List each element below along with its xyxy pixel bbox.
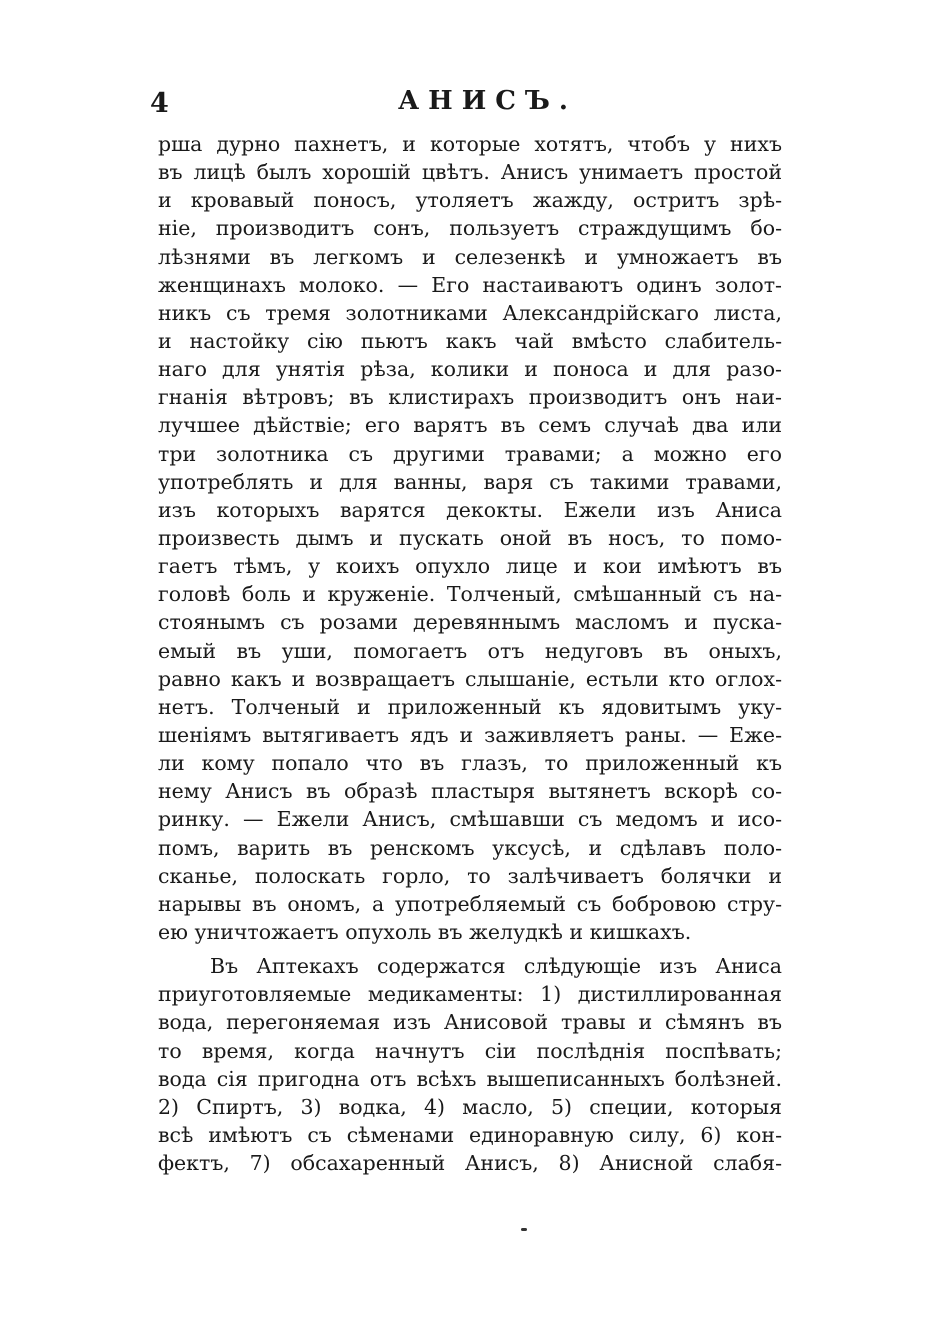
text-line: ею уничтожаетъ опухоль въ желудкѣ и кишкахъ.	[158, 919, 692, 944]
text-line: стоянымъ съ розами деревяннымъ масломъ и пуска-	[158, 610, 782, 635]
text-line: и настойку сію пьютъ какъ чай вмѣсто слабитель-	[158, 328, 782, 353]
text-line: изъ которыхъ варятся декокты. Ежели изъ Аниса	[158, 497, 782, 522]
text-line: рша дурно пахнетъ, и которые хотятъ, чтобъ у нихъ	[158, 132, 782, 156]
text-line: произвесть дымъ и пускать оной въ носъ, то помо-	[158, 525, 782, 550]
text-line: наго для унятія рѣза, колики и поноса и для разо-	[158, 357, 782, 382]
body-text	[158, 130, 782, 1177]
paragraph-2	[158, 952, 782, 1177]
text-line: ли кому попало что въ глазъ, то приложенный къ	[158, 751, 782, 776]
text-line: и кровавый поносъ, утоляетъ жажду, остритъ зрѣ-	[158, 188, 782, 213]
text-line: шеніямъ вытягиваетъ ядъ и заживляетъ раны. — Еже-	[158, 722, 782, 747]
text-line: нетъ. Толченый и приложенный къ ядовитымъ уку-	[158, 694, 782, 719]
text-line: гнанія вѣтровъ; въ клистирахъ производитъ онъ наи-	[158, 385, 782, 410]
text-line: лѣзнями въ легкомъ и селезенкѣ и умножаетъ въ	[158, 244, 782, 269]
text-line: въ лицѣ былъ хорошій цвѣтъ. Анисъ унимаетъ простой	[158, 160, 782, 185]
text-line: емый въ уши, помогаетъ отъ недуговъ въ оныхъ,	[158, 638, 782, 663]
page-number: 4	[150, 88, 170, 119]
text-line: равно какъ и возвращаетъ слышаніе, естьли кто оглох-	[158, 666, 782, 691]
text-line: лучшее дѣйствіе; его варятъ въ семъ случаѣ два или	[158, 413, 782, 438]
text-line: три золотника съ другими травами; а можно его	[158, 441, 782, 466]
text-line: ніе, производитъ сонъ, пользуетъ страждущимъ бо-	[158, 216, 782, 241]
text-line: нарывы въ ономъ, а употребляемый съ бобровою стру-	[158, 891, 782, 916]
text-line: вода, перегоняемая изъ Анисовой травы и сѣмянъ въ	[158, 1010, 782, 1035]
text-line: гаетъ тѣмъ, у коихъ опухло лице и кои имѣютъ въ	[158, 554, 782, 579]
text-line: всѣ имѣютъ съ сѣменами единоравную силу, 6) кон-	[158, 1122, 782, 1147]
text-line: головѣ боль и круженіе. Толченый, смѣшанный съ на-	[158, 582, 782, 607]
text-line: употреблять и для ванны, варя съ такими травами,	[158, 469, 782, 494]
text-line: женщинахъ молоко. — Его настаиваютъ одинъ золот-	[158, 272, 782, 297]
text-line: никъ съ тремя золотниками Александрійскаго листа,	[158, 300, 782, 325]
text-line: Въ Аптекахъ содержатся слѣдующіе изъ Аниса	[210, 954, 782, 979]
ink-speck	[521, 1228, 527, 1231]
text-line: нему Анисъ въ образѣ пластыря вытянетъ вскорѣ со-	[158, 779, 782, 804]
text-line: приуготовляемые медикаменты: 1) дистиллированная	[158, 982, 782, 1007]
paragraph-1	[158, 130, 782, 946]
text-line: фектъ, 7) обсахаренный Анисъ, 8) Анисной слабя-	[158, 1151, 782, 1176]
text-line: помъ, варить въ ренскомъ уксусѣ, и сдѣлавъ поло-	[158, 835, 782, 860]
running-title: АНИСЪ.	[398, 86, 577, 116]
text-line: вода сія пригодна отъ всѣхъ вышеписанныхъ болѣзней.	[158, 1066, 782, 1091]
text-line: то время, когда начнутъ сіи послѣднія поспѣвать;	[158, 1038, 782, 1063]
text-line: сканье, полоскать горло, то залѣчиваетъ болячки и	[158, 863, 782, 888]
text-line: ринку. — Ежели Анисъ, смѣшавши съ медомъ и исо-	[158, 807, 782, 832]
text-line: 2) Спиртъ, 3) водка, 4) масло, 5) специи, которыя	[158, 1094, 782, 1119]
